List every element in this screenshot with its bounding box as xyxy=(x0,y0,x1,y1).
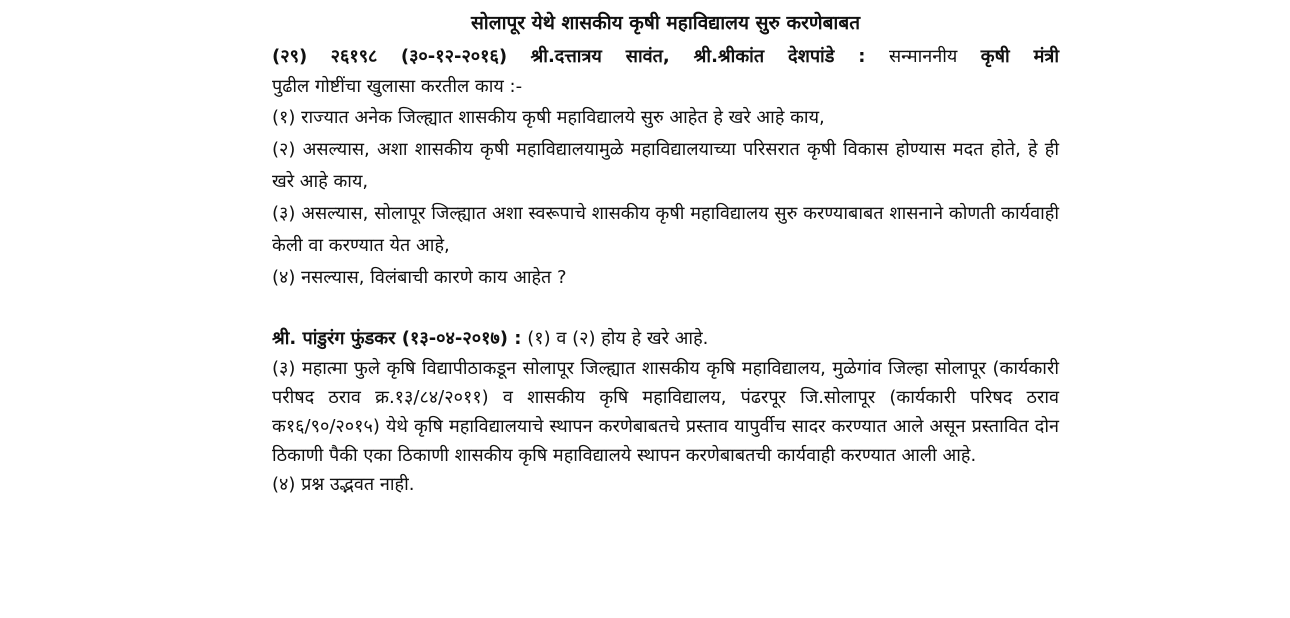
answer-paragraph-4: (४) प्रश्न उद्भवत नाही. xyxy=(272,474,415,495)
document-page xyxy=(272,10,1059,499)
question-item-1: (१) राज्यात अनेक जिल्ह्यात शासकीय कृषी महाविद्यालये सुरु आहेत हे खरे आहे काय, xyxy=(272,107,825,128)
answer-respondent: श्री. पांडुरंग फुंडकर (१३-०४-२०१७) : xyxy=(272,328,522,349)
question-item-2: (२) असल्यास, अशा शासकीय कृषी महाविद्यालयामुळे महाविद्यालयाच्या परिसरात कृषी विकास होण्यास मदत होते, हे ही खरे आहे काय, xyxy=(272,139,1059,192)
answer-paragraph-3: (३) महात्मा फुले कृषि विद्यापीठाकडून सोलापूर जिल्ह्यात शासकीय कृषि महाविद्यालय, मुळेगांव जिल्हा सोलापूर (कार्यकारी परीषद ठराव क्र.१३/८४/२०११) व शासकीय कृषि महाविद्यालय, पंढरपूर जि.सोलापूर (कार्यकारी परिषद ठराव क१६/९०/२०१५) येथे कृषि महाविद्यालयाचे स्थापन करणेबाबतचे प्रस्ताव यापुर्वीच सादर करण्यात आले असून प्रस्तावित दोन ठिकाणी पैकी एका ठिकाणी शासकीय कृषि महाविद्यालये स्थापन करणेबाबतची कार्यवाही करण्यात आली आहे. xyxy=(272,358,1059,466)
answer-header xyxy=(272,324,1059,354)
question-item-3: (३) असल्यास, सोलापूर जिल्ह्यात अशा स्वरूपाचे शासकीय कृषी महाविद्यालय सुरु करण्याबाबत शासनाने कोणती कार्यवाही केली वा करण्यात येत आहे, xyxy=(272,203,1059,256)
question-serial: (२९) xyxy=(272,46,308,67)
answer-first-response: (१) व (२) होय हे खरे आहे. xyxy=(527,328,709,349)
question-minister: कृषी मंत्री xyxy=(980,46,1059,67)
question-date: (३०-१२-२०१६) xyxy=(400,46,508,67)
question-item-4: (४) नसल्यास, विलंबाची कारणे काय आहेत ? xyxy=(272,267,567,288)
section-gap xyxy=(272,294,1059,324)
question-address: सन्माननीय xyxy=(888,46,958,67)
question-header xyxy=(272,42,1059,72)
question-number: २६१९८ xyxy=(330,46,378,67)
question-members: श्री.दत्तात्रय सावंत, श्री.श्रीकांत देशपांडे : xyxy=(530,46,866,67)
document-title: सोलापूर येथे शासकीय कृषी महाविद्यालय सुरु करणेबाबत xyxy=(470,12,861,34)
question-intro: पुढील गोष्टींचा खुलासा करतील काय :- xyxy=(272,76,523,97)
